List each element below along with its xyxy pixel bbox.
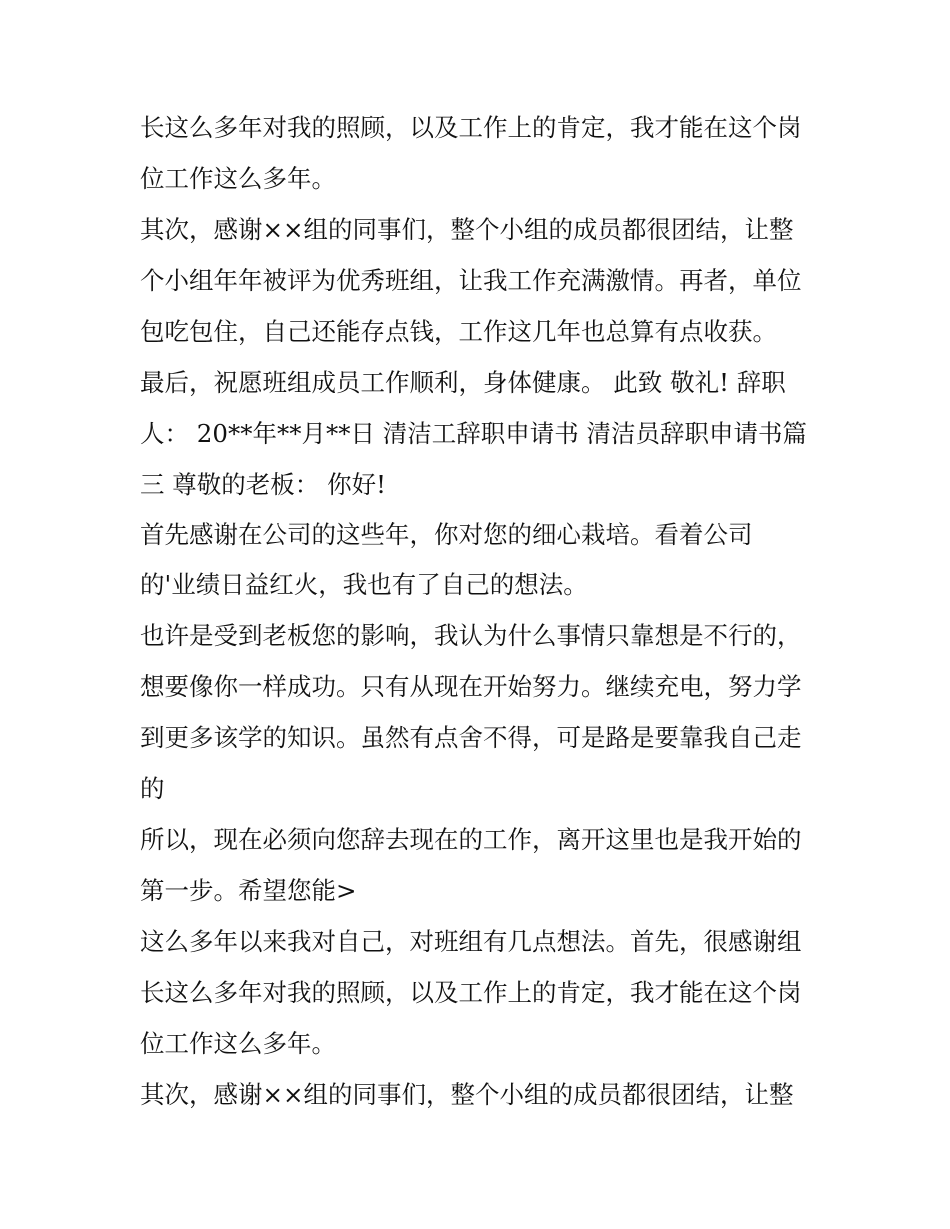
text-line: 首先感谢在公司的这些年，你对您的细心栽培。看着公司 <box>140 520 753 549</box>
text-line: 人： 20**年**月**日 清洁工辞职申请书 清洁员辞职申请书篇 <box>140 419 808 448</box>
text-line: 到更多该学的知识。虽然有点舍不得，可是路是要靠我自己走 <box>140 723 802 752</box>
text-line: 第一步。希望您能> <box>140 876 357 905</box>
text-line: 其次，感谢××组的同事们，整个小组的成员都很团结，让整 <box>140 1080 794 1109</box>
text-line: 也许是受到老板您的影响，我认为什么事情只靠想是不行的， <box>140 621 802 650</box>
text-line: 所以，现在必须向您辞去现在的工作，离开这里也是我开始的 <box>140 825 802 854</box>
text-line: 最后，祝愿班组成员工作顺利，身体健康。 此致 敬礼! 辞职 <box>140 368 786 397</box>
text-line: 这么多年以来我对自己，对班组有几点想法。首先，很感谢组 <box>140 927 802 956</box>
text-line: 包吃包住，自己还能存点钱，工作这几年也总算有点收获。 <box>140 317 777 346</box>
text-line: 位工作这么多年。 <box>140 1029 336 1058</box>
text-line: 长这么多年对我的照顾，以及工作上的肯定，我才能在这个岗 <box>140 113 802 142</box>
text-line: 的'业绩日益红火，我也有了自己的想法。 <box>140 570 588 599</box>
text-line: 位工作这么多年。 <box>140 164 336 193</box>
text-line: 个小组年年被评为优秀班组，让我工作充满激情。再者，单位 <box>140 266 802 295</box>
text-line: 想要像你一样成功。只有从现在开始努力。继续充电，努力学 <box>140 672 802 701</box>
text-line: 其次，感谢××组的同事们，整个小组的成员都很团结，让整 <box>140 215 794 244</box>
text-line: 的 <box>140 774 165 803</box>
text-line: 长这么多年对我的照顾，以及工作上的肯定，我才能在这个岗 <box>140 978 802 1007</box>
text-line: 三 尊敬的老板： 你好! <box>140 470 386 499</box>
